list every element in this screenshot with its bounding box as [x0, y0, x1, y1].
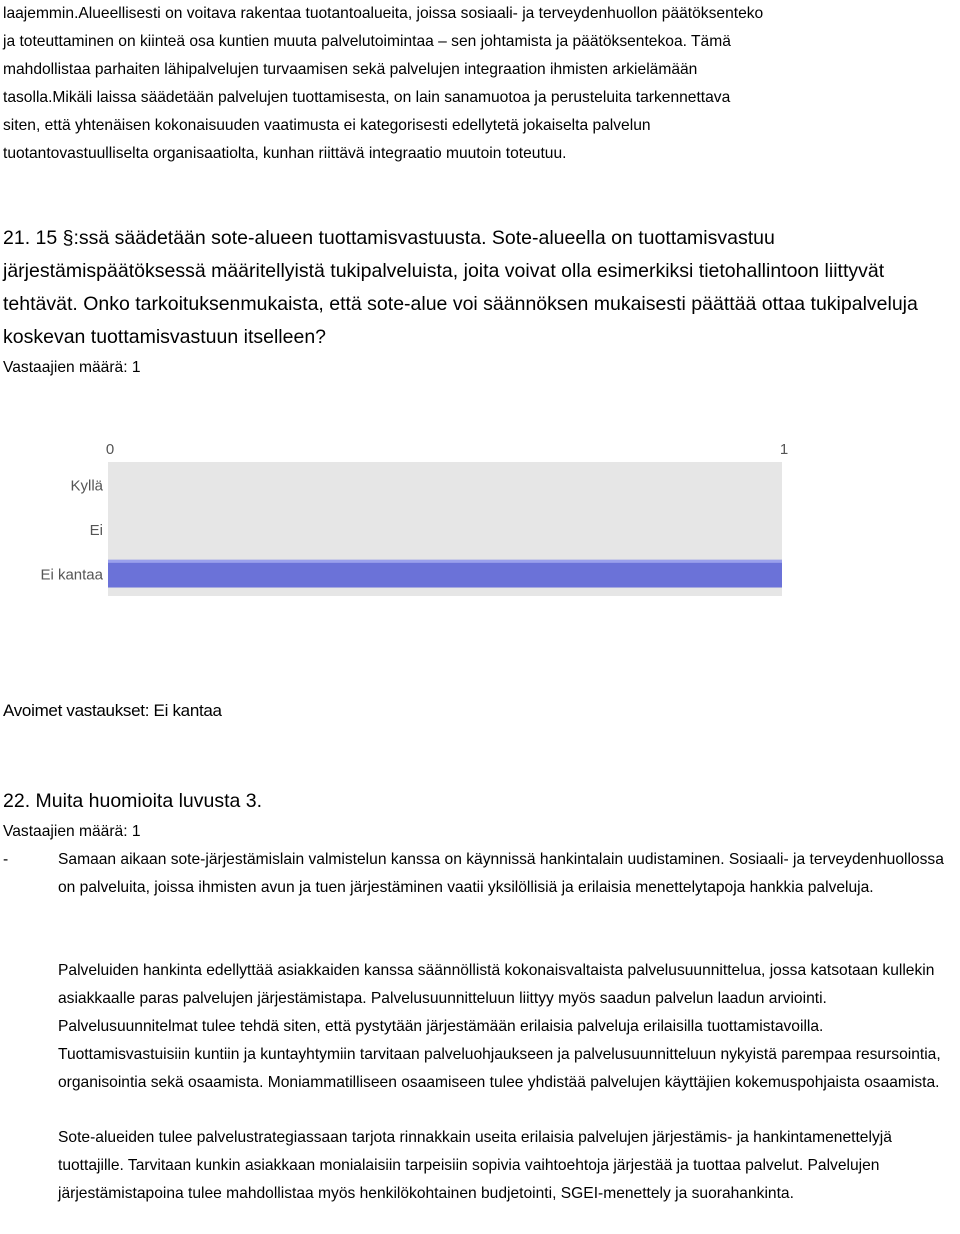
category-label: Kyllä — [70, 477, 103, 495]
x-tick-label: 0 — [105, 441, 115, 458]
question-21-respondents: Vastaajien määrä: 1 — [3, 359, 141, 376]
top-paragraph-line: tuotantovastuulliselta organisaatiolta, kunhan riittävä integraatio muutoin toteutuu. — [3, 145, 567, 162]
top-paragraph-line: siten, että yhtenäisen kokonaisuuden vaatimusta ei kategorisesti edellytetä jokaiselta palvelun — [3, 117, 651, 134]
top-paragraph-line: ja toteuttaminen on kiinteä osa kuntien muuta palvelutoimintaa – sen johtamista ja päätöksentekoa. Tämä — [3, 33, 731, 50]
answer-paragraph-1: Samaan aikaan sote-järjestämislain valmistelun kanssa on käynnissä hankintalain uudistaminen. Sosiaali- ja terveydenhuollossa on palveluita, joissa ihmisten avun ja tuen järjestäminen vaatii yksilöllisiä ja erilaisia menettelytapoja hankkia palveluja. — [58, 851, 944, 896]
bar — [108, 560, 782, 588]
bar-chart — [0, 430, 960, 610]
top-paragraph-line: laajemmin.Alueellisesti on voitava rakentaa tuotantoalueita, joissa sosiaali- ja terveydenhuollon päätöksenteko — [3, 5, 764, 22]
open-answers-label: Avoimet vastaukset: Ei kantaa — [3, 701, 222, 720]
question-22-respondents: Vastaajien määrä: 1 — [3, 823, 141, 840]
category-label: Ei kantaa — [40, 566, 103, 584]
top-paragraph — [3, 0, 958, 168]
top-paragraph-line: mahdollistaa parhaiten lähipalvelujen turvaamisen sekä palvelujen integraation ihmisten arkielämään — [3, 61, 698, 78]
question-21-chart — [0, 430, 960, 610]
question-21-title: 21. 15 §:ssä säädetään sote-alueen tuottamisvastuusta. Sote-alueella on tuottamisvastuu järjestämispäätöksessä määritellyistä tukipalveluista, joita voivat olla esimerkiksi tietohallintoon liittyvät tehtävät. Onko tarkoituksenmukaista, että sote-alue voi säännöksen mukaisesti päättää ottaa tukipalveluja koskevan tuottamisvastuun itselleen? — [3, 227, 918, 348]
answer-paragraph-3: Sote-alueiden tulee palvelustrategiassaan tarjota rinnakkain useita erilaisia palvelujen järjestämis- ja hankintamenettelyjä tuottajille. Tarvitaan kunkin asiakkaan monialaisiin tarpeisiin sopivia vaihtoehtoja järjestää ja tuottaa palvelut. Palvelujen järjestämistapoina tulee mahdollistaa myös henkilökohtainen budjetointi, SGEI-menettely ja suorahankinta. — [58, 1129, 892, 1202]
bar-highlight — [108, 560, 782, 563]
top-paragraph-line: tasolla.Mikäli laissa säädetään palvelujen tuottamisesta, on lain sanamuotoa ja perusteluita tarkennettava — [3, 89, 731, 106]
x-tick-label: 1 — [779, 441, 789, 458]
answer-bullet-dash: - — [3, 851, 9, 868]
answer-paragraph-2: Palveluiden hankinta edellyttää asiakkaiden kanssa säännöllistä kokonaisvaltaista palvelusuunnittelua, jossa katsotaan kullekin asiakkaalle paras palvelujen järjestämistapa. Palvelusuunnitteluun liittyy myös saadun palvelun laadun arviointi. Palvelusuunnitelmat tulee tehdä siten, että pystytään järjestämään erilaisia palveluja erilaisilla tuottamistavoilla. Tuottamisvastuisiin kuntiin ja kuntayhtymiin tarvitaan palveluohjaukseen ja palvelusuunnitteluun nykyistä parempaa resursointia, organisointia sekä osaamista. Moniammatilliseen osaamiseen tulee yhdistää palvelujen käyttäjien kokemuspohjaista osaamista. — [58, 962, 941, 1091]
question-22-title: 22. Muita huomioita luvusta 3. — [3, 790, 263, 812]
category-label: Ei — [89, 522, 103, 539]
